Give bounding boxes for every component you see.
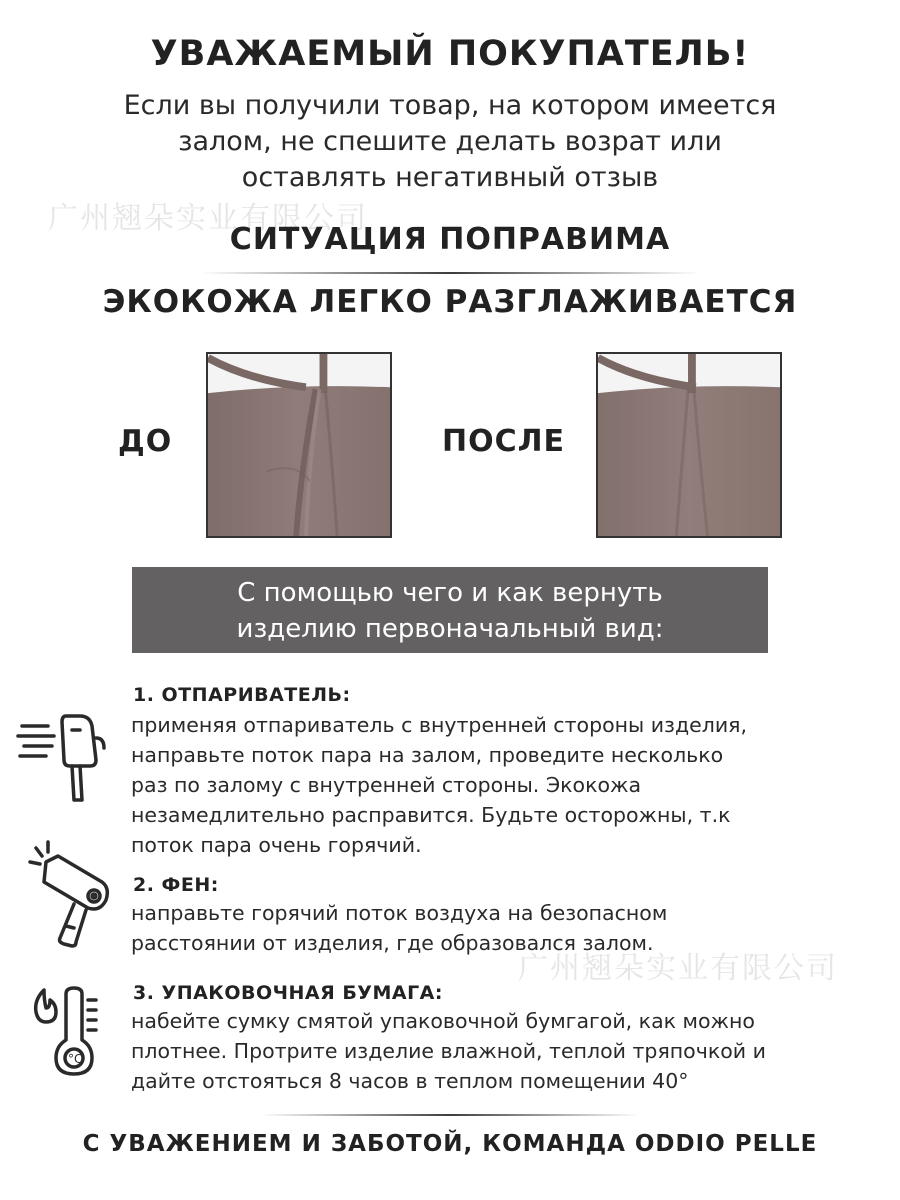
step-2-title: 2. ФЕН: <box>133 874 219 896</box>
watermark-top: 广州翘朵实业有限公司 <box>48 201 368 236</box>
thermometer-icon <box>30 986 110 1080</box>
before-photo <box>206 352 392 538</box>
eco-heading: ЭКОКОЖА ЛЕГКО РАЗГЛАЖИВАЕТСЯ <box>102 284 798 320</box>
step-2-text <box>131 898 667 958</box>
banner-line: С помощью чего и как вернуть <box>237 578 663 608</box>
step-1-text <box>131 710 747 860</box>
step-line: набейте сумку смятой упаковочной бумгагой, как можно <box>131 1009 755 1033</box>
banner-line: изделию первоначальный вид: <box>236 614 664 644</box>
footer-signature: С УВАЖЕНИЕМ И ЗАБОТОЙ, КОМАНДА ODDIO PELLE <box>82 1131 818 1157</box>
step-line: направьте поток пара на залом, проведите несколько <box>131 743 724 767</box>
after-label: ПОСЛЕ <box>442 424 566 459</box>
step-line: раз по залому с внутренней стороны. Экокожа <box>131 773 642 797</box>
step-line: применяя отпариватель с внутренней стороны изделия, <box>131 713 748 737</box>
step-line: плотнее. Протрите изделие влажной, теплой тряпочкой и <box>131 1039 766 1063</box>
intro-line: Если вы получили товар, на котором имеется <box>123 90 777 121</box>
watermark-bottom: 广州翘朵实业有限公司 <box>518 951 838 986</box>
instructions-banner <box>132 567 768 653</box>
step-1-title: 1. ОТПАРИВАТЕЛЬ: <box>133 684 351 706</box>
step-line: направьте горячий поток воздуха на безопасном <box>131 901 668 925</box>
steamer-icon <box>16 708 108 804</box>
hair-dryer-icon <box>26 838 114 948</box>
intro-line: залом, не спешите делать возрат или <box>178 126 722 157</box>
divider <box>200 272 700 274</box>
step-line: дайте отстояться 8 часов в теплом помещении 40° <box>131 1069 689 1093</box>
step-line: незамедлительно расправится. Будьте осторожны, т.к <box>131 803 731 827</box>
svg-text:°C: °C <box>68 1052 83 1066</box>
step-3-title: 3. УПАКОВОЧНАЯ БУМАГА: <box>133 982 443 1004</box>
intro-line: оставлять негативный отзыв <box>241 162 659 193</box>
page-title: УВАЖАЕМЫЙ ПОКУПАТЕЛЬ! <box>150 34 750 74</box>
footer-divider <box>260 1114 640 1116</box>
before-label: ДО <box>118 424 173 459</box>
situation-heading: СИТУАЦИЯ ПОПРАВИМА <box>229 222 671 257</box>
intro-text <box>0 88 900 196</box>
step-line: поток пара очень горячий. <box>131 833 422 857</box>
step-3-text <box>131 1006 766 1096</box>
after-photo <box>596 352 782 538</box>
step-line: расстоянии от изделия, где образовался залом. <box>131 931 654 955</box>
